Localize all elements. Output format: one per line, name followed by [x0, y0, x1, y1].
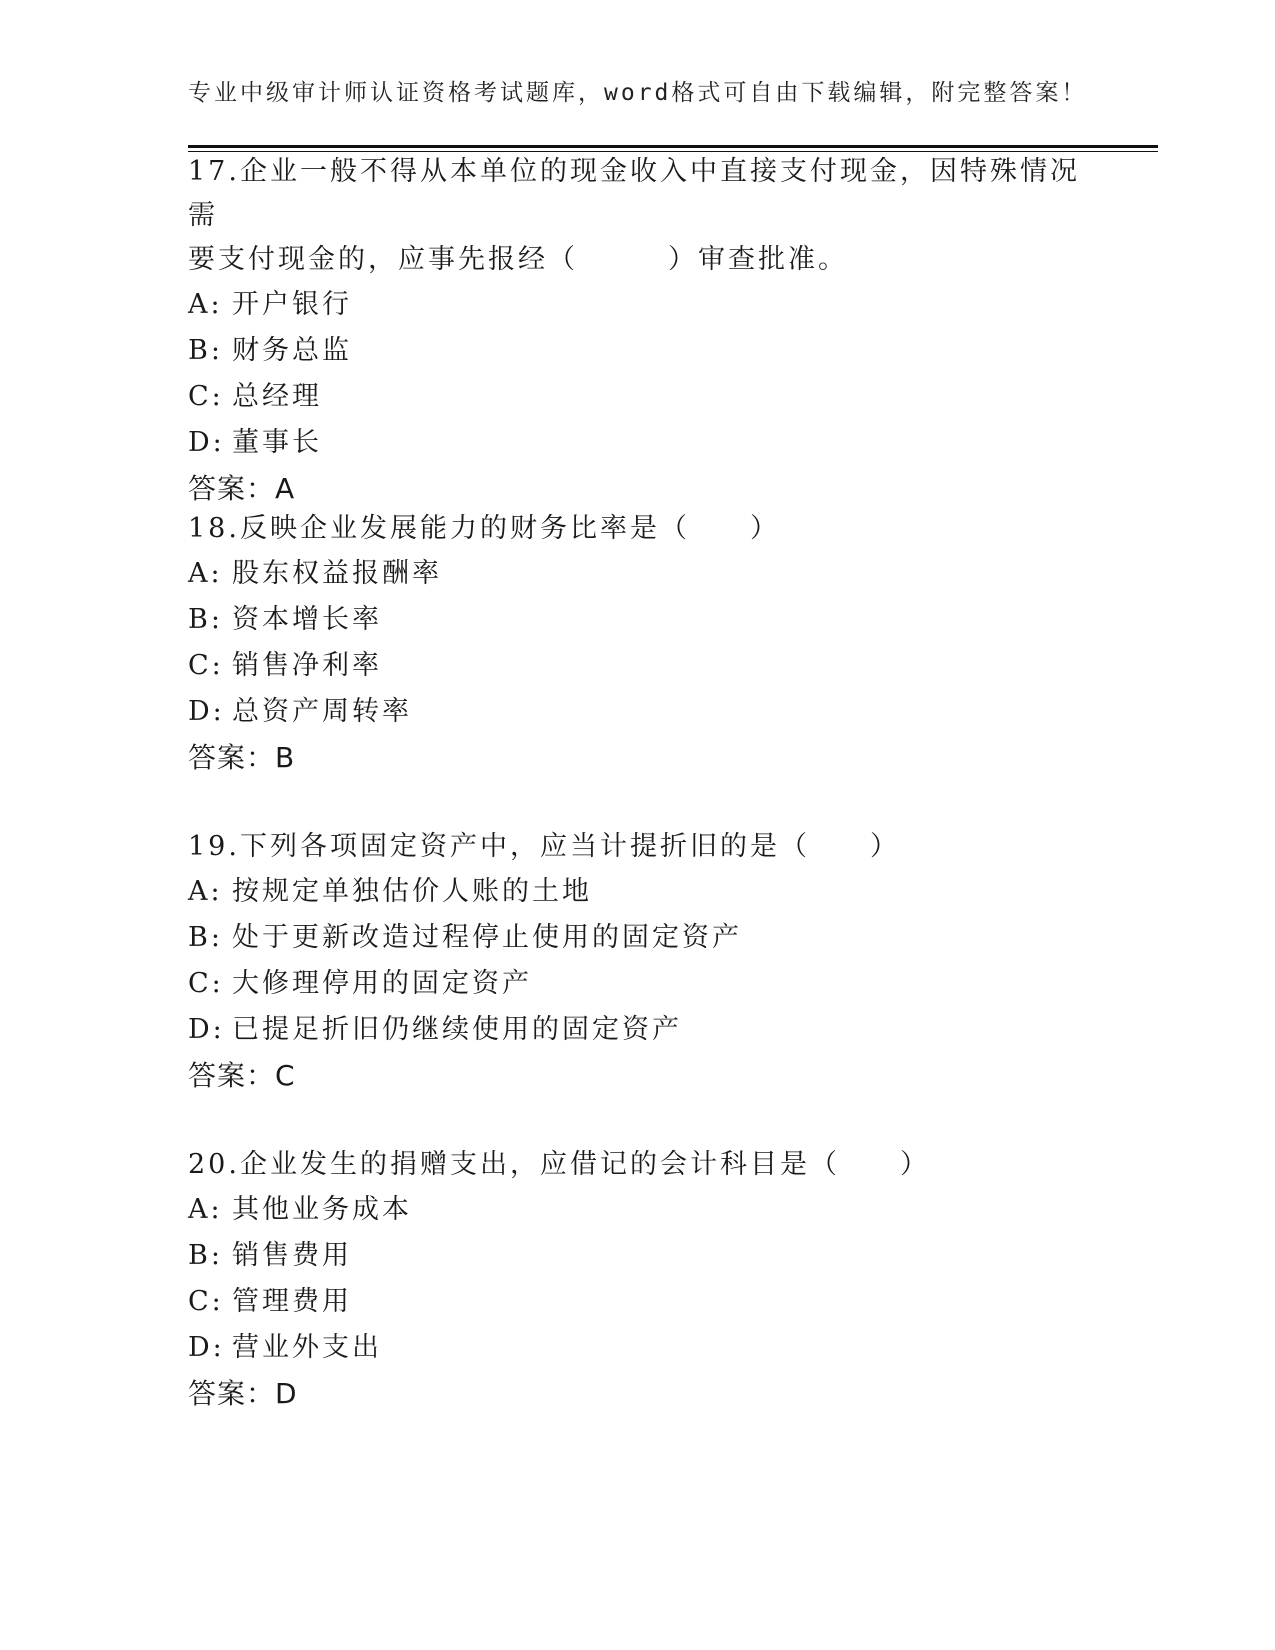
- option-key: A:: [188, 289, 223, 320]
- question-stem: 20.企业发生的捐赠支出，应借记的会计科目是（ ）: [188, 1149, 930, 1180]
- option-a: [188, 551, 1088, 597]
- option-text: 销售净利率: [232, 650, 382, 681]
- option-key: D:: [188, 1014, 225, 1045]
- option-text: 大修理停用的固定资产: [232, 968, 532, 999]
- option-key: A:: [188, 876, 223, 907]
- option-text: 其他业务成本: [232, 1194, 412, 1225]
- option-text: 按规定单独估价人账的土地: [232, 876, 592, 907]
- option-text: 股东权益报酬率: [232, 558, 442, 589]
- option-b: [188, 328, 1088, 374]
- option-d: [188, 689, 1088, 735]
- question-stem: 18.反映企业发展能力的财务比率是（ ）: [188, 513, 780, 544]
- option-text: 开户银行: [232, 289, 352, 320]
- option-text: 总资产周转率: [232, 696, 412, 727]
- option-text: 财务总监: [232, 335, 352, 366]
- option-key: B:: [188, 1240, 223, 1271]
- question-stem-continued: 要支付现金的，应事先报经（ ）审查批准。: [188, 244, 848, 275]
- option-key: A:: [188, 558, 223, 589]
- option-key: D:: [188, 427, 225, 458]
- option-text: 营业外支出: [232, 1332, 382, 1363]
- question-20: [188, 1143, 1088, 1417]
- option-b: [188, 915, 1088, 961]
- answer: 答案：D: [188, 1377, 298, 1410]
- option-key: B:: [188, 335, 223, 366]
- option-c: [188, 1279, 1088, 1325]
- option-d: [188, 420, 1088, 466]
- option-d: [188, 1325, 1088, 1371]
- option-b: [188, 597, 1088, 643]
- option-text: 董事长: [232, 427, 322, 458]
- page-header: 专业中级审计师认证资格考试题库，word格式可自由下载编辑，附完整答案！: [188, 80, 1088, 106]
- option-b: [188, 1233, 1088, 1279]
- option-c: [188, 374, 1088, 420]
- question-18: [188, 507, 1088, 781]
- option-text: 处于更新改造过程停止使用的固定资产: [232, 922, 742, 953]
- option-a: [188, 1187, 1088, 1233]
- question-19: [188, 825, 1088, 1099]
- question-17: [188, 150, 1088, 512]
- option-key: D:: [188, 696, 225, 727]
- header-rule-thick: [188, 145, 1158, 148]
- option-key: D:: [188, 1332, 225, 1363]
- option-d: [188, 1007, 1088, 1053]
- option-key: B:: [188, 604, 223, 635]
- option-a: [188, 282, 1088, 328]
- option-key: B:: [188, 922, 223, 953]
- option-key: C:: [188, 1286, 224, 1317]
- option-text: 销售费用: [232, 1240, 352, 1271]
- option-text: 总经理: [232, 381, 322, 412]
- option-c: [188, 961, 1088, 1007]
- question-stem: 19.下列各项固定资产中，应当计提折旧的是（ ）: [188, 831, 900, 862]
- option-text: 已提足折旧仍继续使用的固定资产: [232, 1014, 682, 1045]
- option-text: 资本增长率: [232, 604, 382, 635]
- option-key: C:: [188, 968, 224, 999]
- option-key: C:: [188, 650, 224, 681]
- option-key: A:: [188, 1194, 223, 1225]
- answer: 答案：A: [188, 472, 296, 505]
- answer: 答案：B: [188, 741, 296, 774]
- option-text: 管理费用: [232, 1286, 352, 1317]
- option-c: [188, 643, 1088, 689]
- option-a: [188, 869, 1088, 915]
- question-stem: 17.企业一般不得从本单位的现金收入中直接支付现金，因特殊情况需: [188, 156, 1080, 231]
- answer: 答案：C: [188, 1059, 296, 1092]
- option-key: C:: [188, 381, 224, 412]
